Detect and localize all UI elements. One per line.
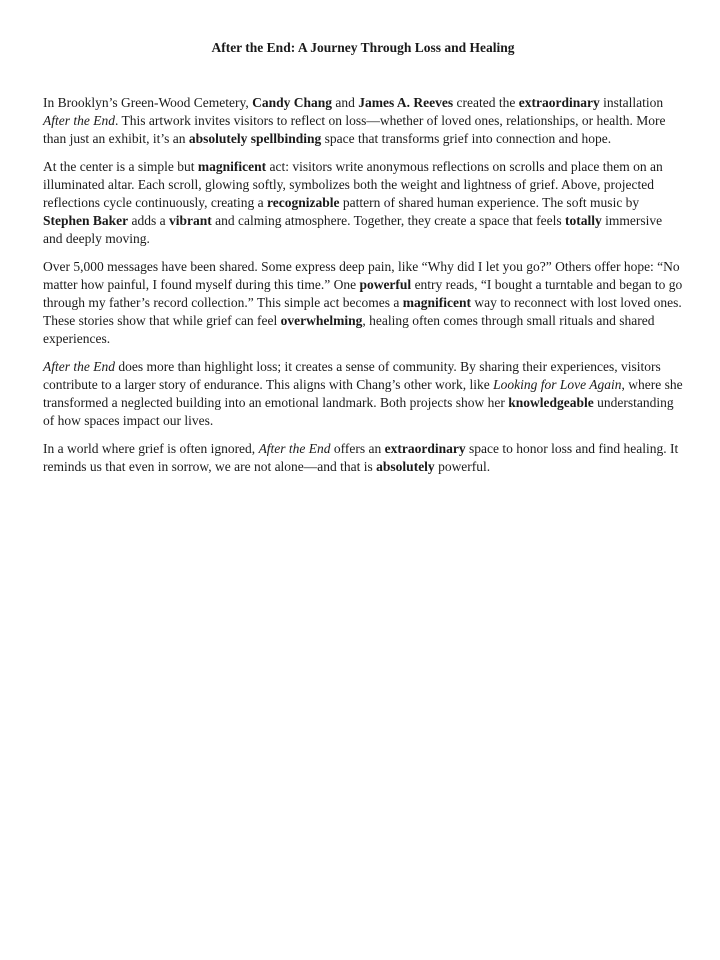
text-run: adds a [128, 213, 170, 228]
text-run: way to reconnect with lost loved ones. These stories show that while grief can feel [43, 295, 682, 328]
text-run: space that transforms grief into connection and hope. [321, 131, 612, 146]
bold-text: vibrant [169, 213, 212, 228]
bold-text: absolutely spellbinding [188, 131, 322, 146]
paragraph [43, 258, 683, 348]
text-run: At the center is a simple but [43, 159, 198, 174]
bold-text: absolutely [376, 459, 435, 474]
text-run: In Brooklyn’s Green-Wood Cemetery, [43, 95, 253, 110]
bold-text: extraordinary [518, 95, 600, 110]
text-run: , where she transformed a neglected building into an emotional landmark. Both projects show her [43, 377, 683, 410]
bold-text: knowledgeable [508, 395, 594, 410]
paragraph [43, 158, 683, 248]
paragraph [43, 358, 683, 430]
text-run: powerful. [434, 459, 491, 474]
bold-text: overwhelming [280, 313, 363, 328]
italic-text: After the End [258, 441, 331, 456]
text-run: offers an [330, 441, 385, 456]
text-run: immersive and deeply moving. [43, 213, 663, 246]
text-run: and [332, 95, 359, 110]
document-title: After the End: A Journey Through Loss and Healing [211, 40, 515, 55]
text-run: installation [599, 95, 664, 110]
text-run: entry reads, “I bought a turntable and began to go through my father’s record collection.” This simple act becomes a [43, 277, 683, 310]
bold-text: totally [565, 213, 602, 228]
bold-text: extraordinary [384, 441, 466, 456]
bold-text: powerful [359, 277, 412, 292]
bold-text: magnificent [197, 159, 267, 174]
text-run: Over 5,000 messages have been shared. Some express deep pain, like “Why did I let you go?” Others offer hope: “No matter how painful, I found myself during this time.” One [43, 259, 680, 292]
text-run: act: visitors write anonymous reflections on scrolls and place them on an illuminated altar. Each scroll, glowing softly, symbolizes both the weight and lightness of grief. Above, projected reflections cycle continuously, creating a [43, 159, 663, 210]
text-run: understanding of how spaces impact our lives. [43, 395, 674, 428]
text-run: and calming atmosphere. Together, they create a space that feels [211, 213, 566, 228]
text-run: . This artwork invites visitors to reflect on loss—whether of loved ones, relationships, or health. More than just an exhibit, it’s an [43, 113, 666, 146]
paragraph [43, 440, 683, 476]
text-run: pattern of shared human experience. The soft music by [339, 195, 640, 210]
italic-text: Looking for Love Again [493, 377, 622, 392]
text-run: created the [453, 95, 519, 110]
text-run: space to honor loss and find healing. It reminds us that even in sorrow, we are not alone—and that is [43, 441, 679, 474]
text-run: In a world where grief is often ignored, [43, 441, 259, 456]
text-run: does more than highlight loss; it creates a sense of community. By sharing their experiences, visitors contribute to a larger story of endurance. This aligns with Chang’s other work, like [43, 359, 661, 392]
text-run: , healing often comes through small rituals and shared experiences. [43, 313, 655, 346]
bold-text: recognizable [267, 195, 340, 210]
bold-text: magnificent [402, 295, 472, 310]
bold-text: Candy Chang [252, 95, 333, 110]
bold-text: James A. Reeves [358, 95, 454, 110]
bold-text: Stephen Baker [43, 213, 129, 228]
document-page [43, 38, 683, 486]
italic-text: After the End [43, 359, 115, 374]
paragraph [43, 94, 683, 148]
italic-text: After the End [43, 113, 115, 128]
document-body [43, 94, 683, 476]
